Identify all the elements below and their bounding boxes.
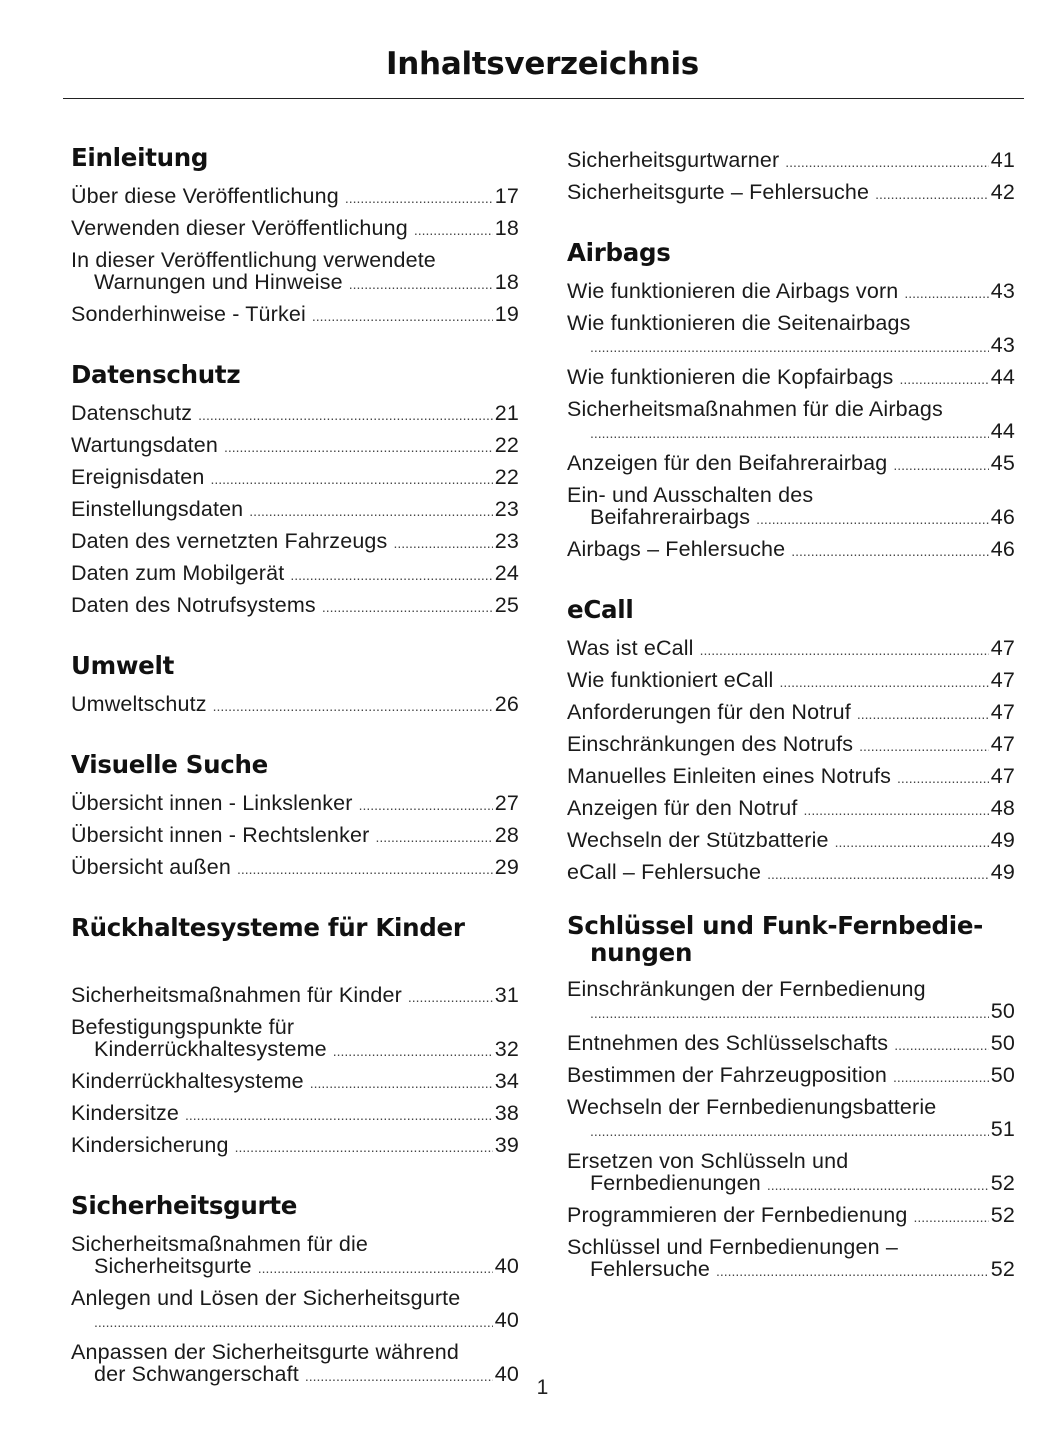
toc-entry-title: Sicherheitsmaßnahmen für die Airbags: [567, 397, 943, 421]
toc-entry-title: Bestimmen der Fahrzeugposition: [567, 1063, 887, 1087]
toc-entry-ubersicht-aussen[interactable]: [71, 852, 519, 884]
toc-entry-line: [567, 1236, 1015, 1258]
toc-entry-line: [71, 462, 519, 494]
toc-entry-line: [71, 249, 519, 271]
toc-entry-line: [71, 852, 519, 884]
dot-leader: [804, 795, 989, 825]
toc-page-number: 18: [494, 270, 519, 294]
toc-entry-title-cont: Kinderrückhaltesysteme: [94, 1037, 327, 1061]
toc-entry-line: [567, 1028, 1015, 1060]
toc-entry-title: Ein- und Ausschalten des: [567, 483, 814, 507]
toc-page-number: 32: [494, 1037, 519, 1061]
toc-page-number: 40: [494, 1308, 519, 1332]
toc-entry-daten-zum-mobilgerat[interactable]: [71, 558, 519, 590]
toc-entry-line: [71, 1098, 519, 1130]
toc-entry-line: [71, 1016, 519, 1038]
toc-entry-title: Manuelles Einleiten eines Notrufs: [567, 764, 892, 788]
toc-section: [71, 744, 519, 884]
toc-entry-ersetzen-von-schlusseln-und[interactable]: [567, 1146, 1015, 1200]
dot-leader: [897, 763, 989, 793]
section-heading-text: Visuelle Suche: [71, 750, 268, 779]
toc-entry-line-cont: [71, 1255, 519, 1279]
toc-page-number: 48: [990, 796, 1015, 820]
toc-entry-sicherheitsmassnahmen-fur-die-airbags[interactable]: [567, 394, 1015, 448]
section-heading-text: Sicherheitsgurte: [71, 1191, 298, 1220]
toc-page-number: 50: [990, 999, 1015, 1023]
dot-leader: [590, 422, 989, 444]
toc-entry-title: Ersetzen von Schlüsseln und: [567, 1149, 849, 1173]
toc-entry-line: [567, 312, 1015, 334]
toc-entry-line: [567, 1200, 1015, 1232]
toc-entry-line: [567, 793, 1015, 825]
toc-entry-line-cont: [567, 1172, 1015, 1196]
toc-page-number: 27: [494, 791, 519, 815]
toc-entry-title: Daten zum Mobilgerät: [71, 561, 285, 585]
toc-entry-daten-des-vernetzten-fahrzeugs[interactable]: [71, 526, 519, 558]
toc-page-number: 41: [990, 148, 1015, 172]
toc-page-number: 51: [990, 1117, 1015, 1141]
toc-page-number: 40: [494, 1362, 519, 1386]
toc-entry-title: Umweltschutz: [71, 692, 207, 716]
page-number: 1: [536, 1376, 549, 1399]
section-heading-visuelle-suche: [71, 744, 519, 786]
toc-entry-title: Übersicht außen: [71, 855, 231, 879]
toc-page-number: 42: [990, 180, 1015, 204]
toc-entry-was-ist-ecall[interactable]: [567, 633, 1015, 665]
toc-entry-befestigungspunkte-fur[interactable]: [71, 1012, 519, 1066]
dot-leader: [408, 982, 493, 1012]
toc-page-number: 43: [990, 279, 1015, 303]
dot-leader: [894, 1030, 989, 1060]
toc-entry-title: Daten des Notrufsystems: [71, 593, 316, 617]
toc-page-number: 47: [990, 636, 1015, 660]
toc-page-number: 49: [990, 828, 1015, 852]
toc-entry-title: Anzeigen für den Beifahrerairbag: [567, 451, 888, 475]
toc-entry-wechseln-der-fernbedienungsbatterie[interactable]: [567, 1092, 1015, 1146]
dot-leader: [859, 731, 989, 761]
section-heading-ecall: [567, 589, 1015, 631]
toc-entry-title: Einschränkungen der Fernbedienung: [567, 977, 926, 1001]
toc-entry-title: Wechseln der Stützbatterie: [567, 828, 829, 852]
section-heading-text: Umwelt: [71, 651, 174, 680]
toc-entry-programmieren-der-fernbedienung[interactable]: [567, 1200, 1015, 1232]
dot-leader: [290, 560, 492, 590]
toc-entry-wie-funktionieren-die-kopfairbags[interactable]: [567, 362, 1015, 394]
toc-entry-ubersicht-innen-linkslenker[interactable]: [71, 788, 519, 820]
dot-leader: [767, 859, 989, 889]
toc-entry-ereignisdaten[interactable]: [71, 462, 519, 494]
toc-entry-line-cont: [567, 420, 1015, 444]
dot-leader: [700, 635, 989, 665]
toc-page-number: 24: [494, 561, 519, 585]
dot-leader: [235, 1132, 493, 1162]
section-heading-sicherheitsgurte: [71, 1185, 519, 1227]
toc-entry-line: [71, 1233, 519, 1255]
toc-entry-kindersicherung[interactable]: [71, 1130, 519, 1162]
dot-leader: [857, 699, 989, 729]
toc-page-number: 29: [494, 855, 519, 879]
toc-entry-line: [71, 590, 519, 622]
toc-entry-wie-funktionieren-die-airbags-vorn[interactable]: [567, 276, 1015, 308]
toc-entry-line: [567, 665, 1015, 697]
toc-entry-title: In dieser Veröffentlichung verwendete: [71, 248, 436, 272]
toc-entry-line: [71, 820, 519, 852]
toc-entry-title-cont: Beifahrerairbags: [590, 505, 751, 529]
section-heading-text-cont: nungen: [590, 938, 693, 967]
dot-leader: [312, 301, 493, 331]
toc-entry-line: [71, 494, 519, 526]
toc-entry-title: Sicherheitsmaßnahmen für Kinder: [71, 983, 402, 1007]
dot-leader: [224, 432, 493, 462]
toc-right-column: [567, 145, 1015, 1309]
toc-entry-line: [567, 177, 1015, 209]
toc-page-number: 28: [494, 823, 519, 847]
toc-entry-einschrankungen-der-fernbedienung[interactable]: [567, 974, 1015, 1028]
toc-entry-line: [567, 978, 1015, 1000]
toc-entry-line-cont: [567, 506, 1015, 530]
toc-section: [71, 645, 519, 721]
toc-entry-title: Wie funktionieren die Kopfairbags: [567, 365, 894, 389]
dot-leader: [359, 790, 493, 820]
toc-entry-title: Wie funktionieren die Airbags vorn: [567, 279, 899, 303]
toc-entry-line: [567, 398, 1015, 420]
toc-entry-line: [567, 484, 1015, 506]
toc-entry-line: [567, 857, 1015, 889]
toc-entry-title: Wie funktionieren die Seitenairbags: [567, 311, 911, 335]
section-heading-umwelt: [71, 645, 519, 687]
toc-entry-title: Sicherheitsgurtwarner: [567, 148, 780, 172]
toc-entry-title: Anpassen der Sicherheitsgurte während: [71, 1340, 460, 1364]
toc-entry-line: [567, 697, 1015, 729]
toc-page-number: 47: [990, 700, 1015, 724]
toc-page-number: 45: [990, 451, 1015, 475]
toc-entry-line: [71, 689, 519, 721]
toc-entry-line: [567, 825, 1015, 857]
toc-page-number: 31: [494, 983, 519, 1007]
section-heading-einleitung: [71, 137, 519, 179]
dot-leader: [349, 273, 493, 295]
toc-page-number: 21: [494, 401, 519, 425]
toc-page-number: 25: [494, 593, 519, 617]
toc-page-number: 44: [990, 419, 1015, 443]
toc-entry-manuelles-einleiten-eines-notrufs[interactable]: [567, 761, 1015, 793]
toc-section: [71, 1185, 519, 1391]
section-heading-text: Airbags: [567, 238, 671, 267]
toc-section: [567, 912, 1015, 1286]
toc-left-column: [71, 137, 519, 1414]
toc-entry-title: Verwenden dieser Veröffentlichung: [71, 216, 408, 240]
toc-entry-title-cont: Fernbedienungen: [590, 1171, 761, 1195]
toc-entry-anlegen-und-losen-der-sicherheitsgurte[interactable]: [71, 1283, 519, 1337]
dot-leader: [237, 854, 493, 884]
toc-entry-title: Über diese Veröffentlichung: [71, 184, 339, 208]
toc-page-number: 52: [990, 1257, 1015, 1281]
dot-leader: [310, 1068, 493, 1098]
toc-page-number: 47: [990, 764, 1015, 788]
toc-entry-sicherheitsmassnahmen-fur-die[interactable]: [71, 1229, 519, 1283]
dot-leader: [590, 1002, 989, 1024]
toc-entry-line: [71, 1130, 519, 1162]
toc-entry-title: eCall – Fehlersuche: [567, 860, 762, 884]
toc-entry-title: Kindersicherung: [71, 1133, 229, 1157]
toc-entry-line: [567, 362, 1015, 394]
toc-entry-entnehmen-des-schlusselschafts[interactable]: [567, 1028, 1015, 1060]
toc-section: [567, 589, 1015, 889]
toc-entry-wechseln-der-stutzbatterie[interactable]: [567, 825, 1015, 857]
toc-entry-title: Programmieren der Fernbedienung: [567, 1203, 908, 1227]
toc-entry-sonderhinweise-turkei[interactable]: [71, 299, 519, 331]
toc-entry-datenschutz[interactable]: [71, 398, 519, 430]
toc-entry-kindersitze[interactable]: [71, 1098, 519, 1130]
dot-leader: [779, 667, 988, 697]
toc-page-number: 52: [990, 1203, 1015, 1227]
toc-page-number: 49: [990, 860, 1015, 884]
dot-leader: [333, 1040, 493, 1062]
section-heading-text: Einleitung: [71, 143, 209, 172]
toc-entry-ubersicht-innen-rechtslenker[interactable]: [71, 820, 519, 852]
toc-entry-title-cont: Sicherheitsgurte: [94, 1254, 252, 1278]
toc-page-number: 52: [990, 1171, 1015, 1195]
toc-entry-title: Wartungsdaten: [71, 433, 218, 457]
toc-page-number: 40: [494, 1254, 519, 1278]
toc-section: [567, 232, 1015, 566]
toc-entry-title: Entnehmen des Schlüsselschafts: [567, 1031, 889, 1055]
toc-entry-title: Airbags – Fehlersuche: [567, 537, 786, 561]
toc-entry-line: [71, 980, 519, 1012]
toc-page-number: 23: [494, 497, 519, 521]
dot-leader: [756, 508, 989, 530]
dot-leader: [791, 536, 989, 566]
toc-page-number: 22: [494, 433, 519, 457]
toc-entry-wie-funktionieren-die-seitenairbags[interactable]: [567, 308, 1015, 362]
toc-entry-line: [567, 145, 1015, 177]
toc-entry-line: [71, 526, 519, 558]
dot-leader: [913, 1202, 988, 1232]
dot-leader: [893, 450, 988, 480]
toc-entry-title: Daten des vernetzten Fahrzeugs: [71, 529, 388, 553]
toc-entry-einstellungsdaten[interactable]: [71, 494, 519, 526]
toc-entry-sicherheitsgurtwarner[interactable]: [567, 145, 1015, 177]
toc-entry-line-cont: [567, 1000, 1015, 1024]
toc-page-number: 34: [494, 1069, 519, 1093]
toc-page-number: 17: [494, 184, 519, 208]
toc-entry-title: Sonderhinweise - Türkei: [71, 302, 306, 326]
toc-page-number: 46: [990, 505, 1015, 529]
toc-entry-line: [567, 276, 1015, 308]
toc-entry-line: [567, 534, 1015, 566]
toc-entry-umweltschutz[interactable]: [71, 689, 519, 721]
toc-entry-line: [567, 1096, 1015, 1118]
section-heading-text: Rückhaltesysteme für Kinder: [71, 913, 465, 942]
dot-leader: [785, 147, 989, 177]
toc-page-number: 46: [990, 537, 1015, 561]
dot-leader: [414, 215, 493, 245]
toc-entry-line-cont: [567, 1258, 1015, 1282]
toc-entry-wartungsdaten[interactable]: [71, 430, 519, 462]
dot-leader: [716, 1260, 989, 1282]
toc-entry-verwenden-dieser-veroffentlichung[interactable]: [71, 213, 519, 245]
toc-entry-title-cont: der Schwangerschaft: [94, 1362, 299, 1386]
toc-entry-title: Sicherheitsgurte – Fehlersuche: [567, 180, 870, 204]
dot-leader: [393, 528, 492, 558]
toc-entry-title-cont: Warnungen und Hinweise: [94, 270, 343, 294]
dot-leader: [893, 1062, 989, 1092]
toc-entry-title: Was ist eCall: [567, 636, 694, 660]
toc-entry-line: [71, 1287, 519, 1309]
toc-entry-title: Schlüssel und Fernbedienungen –: [567, 1235, 898, 1259]
dot-leader: [213, 691, 493, 721]
toc-entry-kinderruckhaltesysteme[interactable]: [71, 1066, 519, 1098]
toc-entry-line-cont: [71, 1038, 519, 1062]
toc-entry-line: [71, 213, 519, 245]
toc-entry-line: [71, 430, 519, 462]
section-heading-text: Schlüssel und Funk-Fernbedie-: [567, 911, 984, 940]
toc-page-number: 19: [494, 302, 519, 326]
dot-leader: [185, 1100, 493, 1130]
dot-leader: [590, 336, 989, 358]
toc-entry-anforderungen-fur-den-notruf[interactable]: [567, 697, 1015, 729]
toc-page-number: 43: [990, 333, 1015, 357]
toc-section: [71, 354, 519, 622]
toc-entry-anzeigen-fur-den-beifahrerairbag[interactable]: [567, 448, 1015, 480]
dot-leader: [198, 400, 493, 430]
dot-leader: [345, 183, 493, 213]
toc-entry-title: Wie funktioniert eCall: [567, 668, 774, 692]
toc-entry-title: Einschränkungen des Notrufs: [567, 732, 854, 756]
toc-entry-title: Kinderrückhaltesysteme: [71, 1069, 304, 1093]
toc-entry-sicherheitsgurte-fehlersuche[interactable]: [567, 177, 1015, 209]
page-title: Inhaltsverzeichnis: [386, 46, 699, 82]
dot-leader: [322, 592, 493, 622]
toc-entry-line: [567, 1060, 1015, 1092]
section-heading-ruckhaltesysteme-fur-kinder: [71, 907, 519, 949]
toc-page-number: 50: [990, 1063, 1015, 1087]
toc-page-number: 23: [494, 529, 519, 553]
dot-leader: [249, 496, 492, 526]
toc-entry-uber-diese-veroffentlichung[interactable]: [71, 181, 519, 213]
toc-section: [71, 907, 519, 1162]
dot-leader: [210, 464, 492, 494]
toc-page-number: 47: [990, 668, 1015, 692]
section-heading-text: eCall: [567, 595, 634, 624]
toc-entry-ecall-fehlersuche[interactable]: [567, 857, 1015, 889]
toc-section: [71, 137, 519, 331]
section-heading-text: Datenschutz: [71, 360, 241, 389]
dot-leader: [875, 179, 989, 209]
dot-leader: [835, 827, 989, 857]
toc-entry-einschrankungen-des-notrufs[interactable]: [567, 729, 1015, 761]
dot-leader: [767, 1174, 989, 1196]
toc-entry-line: [567, 633, 1015, 665]
toc-entry-anzeigen-fur-den-notruf[interactable]: [567, 793, 1015, 825]
section-heading-airbags: [567, 232, 1015, 274]
section-heading-datenschutz: [71, 354, 519, 396]
toc-entry-line: [567, 448, 1015, 480]
toc-entry-daten-des-notrufsystems[interactable]: [71, 590, 519, 622]
toc-page-number: 22: [494, 465, 519, 489]
toc-entry-title: Befestigungspunkte für: [71, 1015, 295, 1039]
toc-entry-title: Übersicht innen - Rechtslenker: [71, 823, 370, 847]
toc-entry-title: Ereignisdaten: [71, 465, 205, 489]
dot-leader: [375, 822, 492, 852]
toc-entry-title: Übersicht innen - Linkslenker: [71, 791, 353, 815]
toc-entry-line: [71, 181, 519, 213]
section-heading-schlussel-und-funk-fernbedie: [567, 912, 1015, 966]
toc-entry-line: [567, 1150, 1015, 1172]
toc-entry-line: [71, 1341, 519, 1363]
dot-leader: [904, 278, 988, 308]
toc-page-number: 18: [494, 216, 519, 240]
toc-entry-line: [71, 558, 519, 590]
dot-leader: [590, 1120, 989, 1142]
toc-entry-bestimmen-der-fahrzeugposition[interactable]: [567, 1060, 1015, 1092]
toc-entry-in-dieser-veroffentlichung-verwendete[interactable]: [71, 245, 519, 299]
toc-page-number: 44: [990, 365, 1015, 389]
toc-page-number: 38: [494, 1101, 519, 1125]
toc-page-number: 50: [990, 1031, 1015, 1055]
toc-page-number: 26: [494, 692, 519, 716]
toc-entry-line-cont: [71, 271, 519, 295]
toc-entry-sicherheitsmassnahmen-fur-kinder[interactable]: [71, 980, 519, 1012]
toc-entry-title: Sicherheitsmaßnahmen für die: [71, 1232, 368, 1256]
toc-entry-line: [567, 761, 1015, 793]
title-divider: [63, 98, 1024, 99]
toc-entry-title: Wechseln der Fernbedienungsbatterie: [567, 1095, 937, 1119]
dot-leader: [258, 1257, 493, 1279]
toc-entry-ein-und-ausschalten-des[interactable]: [567, 480, 1015, 534]
toc-entry-line: [71, 1066, 519, 1098]
toc-entry-title: Anlegen und Lösen der Sicherheitsgurte: [71, 1286, 461, 1310]
toc-entry-airbags-fehlersuche[interactable]: [567, 534, 1015, 566]
toc-page-number: 47: [990, 732, 1015, 756]
toc-entry-line: [71, 398, 519, 430]
toc-entry-title: Anforderungen für den Notruf: [567, 700, 851, 724]
toc-entry-title: Anzeigen für den Notruf: [567, 796, 798, 820]
toc-entry-line: [567, 729, 1015, 761]
toc-entry-line-cont: [567, 334, 1015, 358]
toc-entry-title: Einstellungsdaten: [71, 497, 244, 521]
toc-entry-line-cont: [567, 1118, 1015, 1142]
toc-entry-line-cont: [71, 1309, 519, 1333]
toc-entry-title: Kindersitze: [71, 1101, 180, 1125]
toc-entry-title-cont: Fehlersuche: [590, 1257, 710, 1281]
toc-entry-line: [71, 299, 519, 331]
dot-leader: [899, 364, 988, 394]
toc-entry-line: [71, 788, 519, 820]
toc-entry-title: Datenschutz: [71, 401, 193, 425]
toc-section: [567, 145, 1015, 209]
toc-page-number: 39: [494, 1133, 519, 1157]
toc-entry-wie-funktioniert-ecall[interactable]: [567, 665, 1015, 697]
toc-entry-schlussel-und-fernbedienungen[interactable]: [567, 1232, 1015, 1286]
dot-leader: [94, 1311, 493, 1333]
